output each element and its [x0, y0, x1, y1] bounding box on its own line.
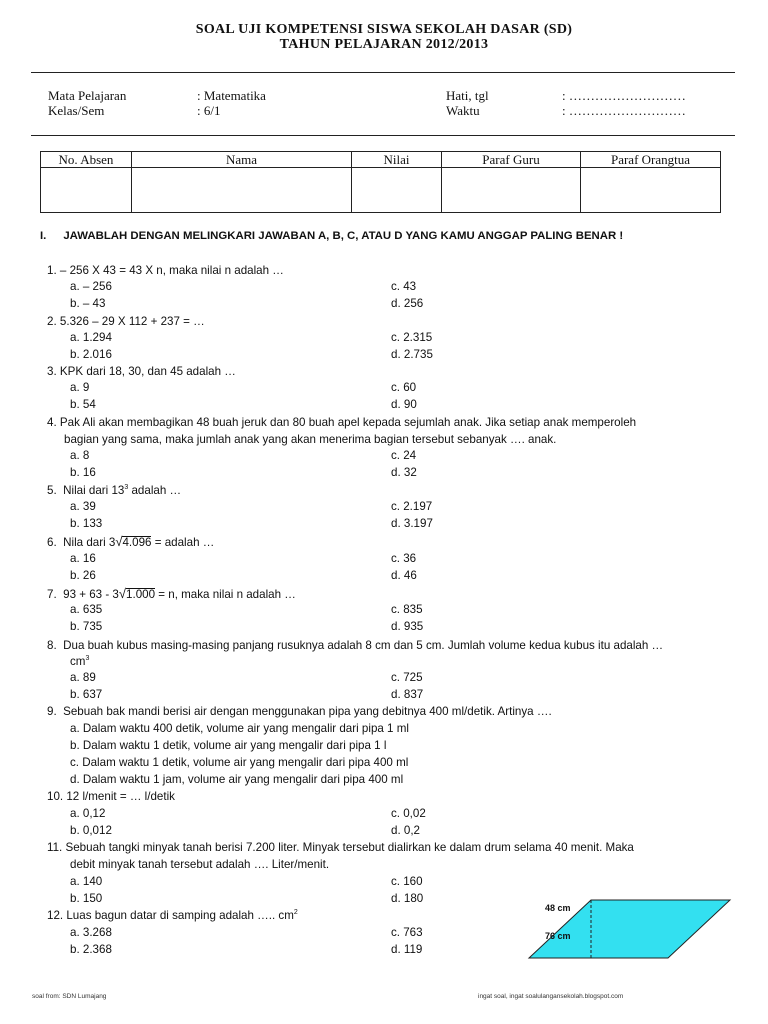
- subject-label: Mata Pelajaran: [48, 88, 127, 103]
- option-b[interactable]: b. 16: [70, 466, 96, 479]
- question-1: [47, 264, 284, 278]
- question-11-line2: debit minyak tanah tersebut adalah …. Liter/menit.: [70, 858, 330, 871]
- option-a[interactable]: a. 16: [70, 552, 96, 565]
- option-b[interactable]: b. Dalam waktu 1 detik, volume air yang mengalir dari pipa 1 l: [70, 739, 387, 752]
- option-b[interactable]: b. 150: [70, 892, 103, 905]
- option-c[interactable]: c. 2.315: [391, 331, 433, 344]
- option-d[interactable]: d. 180: [391, 892, 424, 905]
- question-number: 3.: [47, 365, 57, 378]
- option-a[interactable]: a. 140: [70, 875, 103, 888]
- question-text: 93 + 63 - 3: [63, 588, 119, 601]
- exponent: 2: [293, 909, 298, 917]
- option-b[interactable]: b. 0,012: [70, 824, 112, 837]
- option-c[interactable]: c. 160: [391, 875, 423, 888]
- exponent: 3: [85, 655, 90, 663]
- question-text: Luas bagun datar di samping adalah ….. cm: [66, 909, 294, 922]
- option-c[interactable]: c. 725: [391, 671, 423, 684]
- question-4: [47, 416, 636, 430]
- option-a[interactable]: a. 1.294: [70, 331, 112, 344]
- header-nama: Nama: [132, 152, 352, 168]
- option-c[interactable]: c. 24: [391, 449, 417, 462]
- section-instruction: [40, 230, 623, 242]
- time-label: Waktu: [446, 103, 480, 118]
- question-4-line2: bagian yang sama, maka jumlah anak yang akan menerima bagian tersebut sebanyak …. anak.: [64, 433, 557, 446]
- question-number: 11.: [47, 841, 63, 854]
- option-d[interactable]: d. 119: [391, 943, 423, 956]
- option-d[interactable]: d. 935: [391, 620, 424, 633]
- question-text-line1: Sebuah tangki minyak tanah berisi 7.200 liter. Minyak tersebut dialirkan ke dalam drum selama 40 menit. Maka: [65, 841, 634, 854]
- question-text: Sebuah bak mandi berisi air dengan menggunakan pipa yang debitnya 400 ml/detik. Artinya ….: [63, 705, 552, 718]
- option-d[interactable]: d. 46: [391, 569, 417, 582]
- question-number: 7.: [47, 588, 57, 601]
- cell-nama[interactable]: [132, 168, 352, 213]
- class-value: : 6/1: [197, 103, 221, 118]
- side-label: 76 cm: [545, 931, 571, 941]
- question-12: [47, 909, 298, 923]
- cell-nilai[interactable]: [352, 168, 442, 213]
- option-b[interactable]: b. 2.368: [70, 943, 112, 956]
- header-paraf-orangtua: Paraf Orangtua: [581, 152, 721, 168]
- question-text: Nilai dari 13: [63, 484, 125, 497]
- option-d[interactable]: d. 32: [391, 466, 417, 479]
- question-9: [47, 705, 552, 719]
- question-6: [47, 535, 214, 550]
- subject-value: : Matematika: [197, 88, 266, 103]
- footer-blog: ingat soal, ingat soalulangansekolah.blogspot.com: [478, 993, 624, 1000]
- question-text-end: adalah …: [128, 484, 182, 497]
- question-5: [47, 484, 181, 498]
- radical-sign: √: [118, 586, 127, 601]
- option-c[interactable]: c. 60: [391, 381, 417, 394]
- option-c[interactable]: c. 835: [391, 603, 423, 616]
- question-2: [47, 315, 205, 329]
- option-a[interactable]: a. – 256: [70, 280, 112, 293]
- question-number: 5.: [47, 484, 57, 497]
- top-side-label: 48 cm: [545, 903, 571, 913]
- option-c[interactable]: c. 763: [391, 926, 423, 939]
- option-c[interactable]: c. 43: [391, 280, 417, 293]
- question-7: [47, 587, 296, 602]
- exponent: 3: [124, 484, 129, 492]
- option-b[interactable]: b. 133: [70, 517, 103, 530]
- option-c[interactable]: c. Dalam waktu 1 detik, volume air yang mengalir dari pipa 400 ml: [70, 756, 409, 769]
- cell-paraf-orangtua[interactable]: [581, 168, 721, 213]
- question-number: 2.: [47, 315, 57, 328]
- cell-paraf-guru[interactable]: [442, 168, 581, 213]
- question-number: 8.: [47, 639, 57, 652]
- option-a[interactable]: a. Dalam waktu 400 detik, volume air yang mengalir dari pipa 1 ml: [70, 722, 409, 735]
- question-3: [47, 365, 236, 379]
- time-value: : ………………………: [562, 103, 686, 118]
- question-number: 12.: [47, 909, 64, 922]
- question-10: [47, 790, 175, 804]
- option-a[interactable]: a. 0,12: [70, 807, 106, 820]
- option-d[interactable]: d. Dalam waktu 1 jam, volume air yang mengalir dari pipa 400 ml: [70, 773, 404, 786]
- cell-no-absen[interactable]: [41, 168, 132, 213]
- option-a[interactable]: a. 9: [70, 381, 90, 394]
- option-d[interactable]: d. 2.735: [391, 348, 433, 361]
- question-text-line1: Pak Ali akan membagikan 48 buah jeruk dan 80 buah apel kepada sejumlah anak. Jika setiap anak memperoleh: [59, 416, 637, 429]
- option-b[interactable]: b. 735: [70, 620, 103, 633]
- question-text-end: = n, maka nilai n adalah …: [155, 588, 296, 601]
- question-text: KPK dari 18, 30, dan 45 adalah …: [59, 365, 236, 378]
- option-d[interactable]: d. 0,2: [391, 824, 421, 837]
- question-text-end: = adalah …: [151, 536, 215, 549]
- option-b[interactable]: b. 637: [70, 688, 103, 701]
- option-d[interactable]: d. 837: [391, 688, 424, 701]
- question-text: Nila dari 3: [63, 536, 116, 549]
- option-b[interactable]: b. – 43: [70, 297, 106, 310]
- option-a[interactable]: a. 3.268: [70, 926, 112, 939]
- radical-sign: √: [115, 534, 123, 549]
- option-d[interactable]: d. 256: [391, 297, 424, 310]
- option-b[interactable]: b. 54: [70, 398, 96, 411]
- header-nilai: Nilai: [352, 152, 442, 168]
- option-d[interactable]: d. 3.197: [391, 517, 433, 530]
- document-title: SOAL UJI KOMPETENSI SISWA SEKOLAH DASAR (SD): [195, 22, 573, 37]
- section-number: I.: [40, 230, 47, 242]
- section-text: JAWABLAH DENGAN MELINGKARI JAWABAN A, B, C, ATAU D YANG KAMU ANGGAP PALING BENAR !: [63, 230, 624, 242]
- option-a[interactable]: a. 89: [70, 671, 96, 684]
- unit-text: cm: [70, 655, 86, 668]
- option-b[interactable]: b. 26: [70, 569, 96, 582]
- divider-top: [31, 72, 735, 73]
- question-number: 10.: [47, 790, 64, 803]
- radicand: 1.000: [126, 588, 156, 601]
- document-subtitle: TAHUN PELAJARAN 2012/2013: [279, 37, 489, 52]
- date-value: : ………………………: [562, 88, 686, 103]
- header-paraf-guru: Paraf Guru: [442, 152, 581, 168]
- question-number: 9.: [47, 705, 57, 718]
- question-number: 4.: [47, 416, 57, 429]
- option-c[interactable]: c. 0,02: [391, 807, 426, 820]
- option-a[interactable]: a. 635: [70, 603, 103, 616]
- question-text-line1: Dua buah kubus masing-masing panjang rusuknya adalah 8 cm dan 5 cm. Jumlah volume kedua kubus itu adalah …: [63, 639, 664, 652]
- header-no-absen: No. Absen: [41, 152, 132, 168]
- question-number: 6.: [47, 536, 57, 549]
- question-text: – 256 X 43 = 43 X n, maka nilai n adalah …: [59, 264, 284, 277]
- question-8: [47, 639, 663, 653]
- divider-bottom: [31, 135, 735, 136]
- question-number: 1.: [47, 264, 57, 277]
- question-11: [47, 841, 634, 855]
- question-text: 12 l/menit = … l/detik: [66, 790, 175, 803]
- question-8-line2: [70, 655, 89, 669]
- class-label: Kelas/Sem: [48, 103, 105, 118]
- question-text: 5.326 – 29 X 112 + 237 = …: [59, 315, 205, 328]
- student-info-table: [40, 151, 721, 213]
- option-c[interactable]: c. 36: [391, 552, 417, 565]
- date-label: Hati, tgl: [446, 88, 489, 103]
- radicand: 4.096: [122, 536, 152, 549]
- option-d[interactable]: d. 90: [391, 398, 417, 411]
- option-c[interactable]: c. 2.197: [391, 500, 433, 513]
- option-a[interactable]: a. 8: [70, 449, 90, 462]
- footer-source: soal from: SDN Lumajang: [32, 993, 107, 1000]
- option-a[interactable]: a. 39: [70, 500, 96, 513]
- option-b[interactable]: b. 2.016: [70, 348, 112, 361]
